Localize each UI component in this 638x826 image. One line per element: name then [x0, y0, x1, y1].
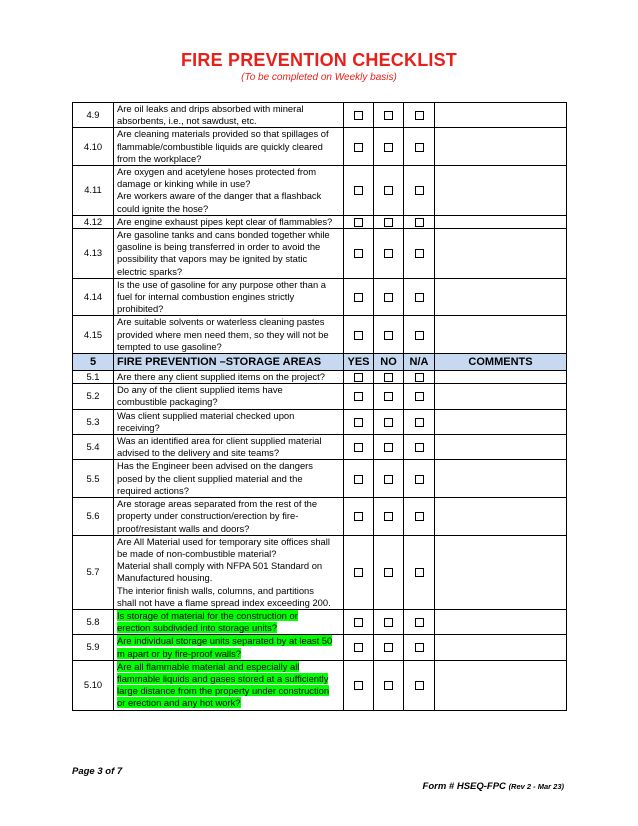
form-number: Form # HSEQ-FPC — [422, 781, 506, 792]
item-number: 5.10 — [73, 660, 114, 710]
checkbox-icon[interactable] — [415, 443, 424, 452]
item-number: 4.13 — [73, 229, 114, 279]
item-number: 5.4 — [73, 435, 114, 460]
yes-checkbox-cell — [344, 609, 374, 634]
question-text: Is the use of gasoline for any purpose other than a fuel for internal combustion engines strictly prohibited? — [117, 278, 326, 315]
na-checkbox-cell — [404, 215, 435, 228]
section-header-row — [73, 354, 567, 371]
checklist-row — [73, 215, 567, 228]
item-number: 5.2 — [73, 384, 114, 409]
checklist-row — [73, 498, 567, 536]
na-checkbox-cell — [404, 635, 435, 660]
checkbox-icon[interactable] — [415, 186, 424, 195]
no-checkbox-cell — [374, 635, 404, 660]
checklist-row — [73, 278, 567, 316]
yes-checkbox-cell — [344, 635, 374, 660]
na-checkbox-cell — [404, 535, 435, 609]
checkbox-icon[interactable] — [384, 373, 393, 382]
checkbox-icon[interactable] — [354, 111, 363, 120]
item-question — [114, 660, 344, 710]
checkbox-icon[interactable] — [354, 218, 363, 227]
item-question — [114, 384, 344, 409]
comments-cell[interactable] — [435, 128, 567, 166]
yes-checkbox-cell — [344, 535, 374, 609]
comments-cell[interactable] — [435, 609, 567, 634]
na-column-header: N/A — [404, 354, 435, 371]
checklist-row — [73, 660, 567, 710]
yes-checkbox-cell — [344, 229, 374, 279]
checkbox-icon[interactable] — [384, 218, 393, 227]
checklist-row — [73, 609, 567, 634]
checkbox-icon[interactable] — [384, 186, 393, 195]
checkbox-icon[interactable] — [415, 681, 424, 690]
checklist-row — [73, 535, 567, 609]
yes-checkbox-cell — [344, 460, 374, 498]
checkbox-icon[interactable] — [354, 373, 363, 382]
no-checkbox-cell — [374, 660, 404, 710]
checkbox-icon[interactable] — [384, 512, 393, 521]
question-text: Do any of the client supplied items have combustible packaging? — [117, 384, 283, 408]
no-checkbox-cell — [374, 409, 404, 434]
checkbox-icon[interactable] — [415, 475, 424, 484]
checkbox-icon[interactable] — [354, 643, 363, 652]
checkbox-icon[interactable] — [384, 475, 393, 484]
na-checkbox-cell — [404, 460, 435, 498]
comments-cell[interactable] — [435, 103, 567, 128]
checkbox-icon[interactable] — [384, 568, 393, 577]
checklist-row — [73, 371, 567, 384]
checkbox-icon[interactable] — [415, 568, 424, 577]
checkbox-icon[interactable] — [384, 331, 393, 340]
question-text: Are there any client supplied items on the project? — [117, 371, 325, 383]
yes-checkbox-cell — [344, 166, 374, 216]
comments-cell[interactable] — [435, 498, 567, 536]
checkbox-icon[interactable] — [354, 681, 363, 690]
form-revision: (Rev 2 - Mar 23) — [508, 782, 564, 791]
comments-cell[interactable] — [435, 535, 567, 609]
item-question — [114, 460, 344, 498]
na-checkbox-cell — [404, 166, 435, 216]
comments-cell[interactable] — [435, 460, 567, 498]
section-header — [73, 354, 567, 371]
item-number: 4.12 — [73, 215, 114, 228]
section-number: 5 — [73, 354, 114, 371]
question-text: Are engine exhaust pipes kept clear of flammables? — [117, 215, 333, 227]
checkbox-icon[interactable] — [384, 392, 393, 401]
comments-cell[interactable] — [435, 635, 567, 660]
checkbox-icon[interactable] — [354, 568, 363, 577]
comments-cell[interactable] — [435, 409, 567, 434]
item-number: 5.1 — [73, 371, 114, 384]
item-question — [114, 128, 344, 166]
na-checkbox-cell — [404, 371, 435, 384]
checkbox-icon[interactable] — [415, 643, 424, 652]
checkbox-icon[interactable] — [354, 475, 363, 484]
item-number: 4.15 — [73, 316, 114, 354]
item-number: 4.9 — [73, 103, 114, 128]
question-text: Was client supplied material checked upon receiving? — [117, 409, 295, 433]
checklist-table — [72, 102, 567, 711]
page-number: Page 3 of 7 — [72, 766, 123, 777]
no-column-header: NO — [374, 354, 404, 371]
item-question — [114, 409, 344, 434]
checklist-row — [73, 409, 567, 434]
checkbox-icon[interactable] — [415, 373, 424, 382]
checkbox-icon[interactable] — [354, 186, 363, 195]
checklist-row — [73, 435, 567, 460]
na-checkbox-cell — [404, 103, 435, 128]
question-text: Are oxygen and acetylene hoses protected from damage or kinking while in use? Are workers aware of the danger that a flashback could ignite the hose? — [117, 166, 322, 214]
item-number: 4.10 — [73, 128, 114, 166]
comments-cell[interactable] — [435, 316, 567, 354]
checkbox-icon[interactable] — [415, 331, 424, 340]
comments-cell[interactable] — [435, 371, 567, 384]
item-question — [114, 635, 344, 660]
checkbox-icon[interactable] — [384, 643, 393, 652]
checkbox-icon[interactable] — [384, 681, 393, 690]
checkbox-icon[interactable] — [415, 618, 424, 627]
yes-checkbox-cell — [344, 128, 374, 166]
checkbox-icon[interactable] — [384, 618, 393, 627]
question-text: Are individual storage units separated by at least 50 m apart or by fire-proof walls? — [117, 635, 333, 659]
no-checkbox-cell — [374, 215, 404, 228]
item-number: 5.9 — [73, 635, 114, 660]
section-title: FIRE PREVENTION –STORAGE AREAS — [114, 354, 344, 371]
checkbox-icon[interactable] — [384, 293, 393, 302]
comments-cell[interactable] — [435, 660, 567, 710]
item-question — [114, 229, 344, 279]
checkbox-icon[interactable] — [384, 143, 393, 152]
item-number: 5.8 — [73, 609, 114, 634]
question-text: Has the Engineer been advised on the dangers posed by the client supplied material and the required actions? — [117, 460, 313, 496]
checklist-row — [73, 384, 567, 409]
no-checkbox-cell — [374, 384, 404, 409]
checkbox-icon[interactable] — [354, 143, 363, 152]
item-question — [114, 435, 344, 460]
item-question — [114, 609, 344, 634]
item-number: 4.14 — [73, 278, 114, 316]
no-checkbox-cell — [374, 460, 404, 498]
yes-checkbox-cell — [344, 384, 374, 409]
comments-column-header: COMMENTS — [435, 354, 567, 371]
na-checkbox-cell — [404, 609, 435, 634]
question-text: Is storage of material for the construction or erection subdivided into storage units? — [117, 609, 298, 634]
comments-cell[interactable] — [435, 278, 567, 316]
item-number: 5.6 — [73, 498, 114, 536]
item-question — [114, 535, 344, 609]
na-checkbox-cell — [404, 498, 435, 536]
item-question — [114, 316, 344, 354]
no-checkbox-cell — [374, 229, 404, 279]
checkbox-icon[interactable] — [415, 293, 424, 302]
question-text: Are storage areas separated from the rest of the property under construction/erection by fire- proof/resistant walls and doors? — [117, 498, 318, 534]
checkbox-icon[interactable] — [354, 443, 363, 452]
question-text: Are All Material used for temporary site offices shall be made of non-combustible material? Material shall comply with NFPA 501 Standard on Manufactured housing. The interior finish walls, columns, and partitions shall not have a flame spread index exceeding 200. — [117, 535, 331, 608]
item-number: 4.11 — [73, 166, 114, 216]
comments-cell[interactable] — [435, 166, 567, 216]
na-checkbox-cell — [404, 435, 435, 460]
form-reference — [423, 781, 564, 792]
no-checkbox-cell — [374, 103, 404, 128]
no-checkbox-cell — [374, 498, 404, 536]
no-checkbox-cell — [374, 435, 404, 460]
comments-cell[interactable] — [435, 384, 567, 409]
item-question — [114, 166, 344, 216]
no-checkbox-cell — [374, 535, 404, 609]
checkbox-icon[interactable] — [384, 418, 393, 427]
checklist-row — [73, 316, 567, 354]
na-checkbox-cell — [404, 229, 435, 279]
question-text: Are cleaning materials provided so that spillages of flammable/combustible liquids are quickly cleared from the workplace? — [117, 128, 329, 164]
checklist-row — [73, 229, 567, 279]
na-checkbox-cell — [404, 316, 435, 354]
comments-cell[interactable] — [435, 229, 567, 279]
checkbox-icon[interactable] — [415, 418, 424, 427]
yes-checkbox-cell — [344, 215, 374, 228]
no-checkbox-cell — [374, 128, 404, 166]
item-number: 5.5 — [73, 460, 114, 498]
na-checkbox-cell — [404, 128, 435, 166]
question-text: Was an identified area for client supplied material advised to the delivery and site teams? — [117, 435, 322, 459]
checkbox-icon[interactable] — [415, 111, 424, 120]
item-question — [114, 371, 344, 384]
checklist-row — [73, 103, 567, 128]
na-checkbox-cell — [404, 384, 435, 409]
no-checkbox-cell — [374, 609, 404, 634]
question-text: Are suitable solvents or waterless cleaning pastes provided where men need them, so they will not be tempted to use gasoline? — [117, 316, 329, 352]
checkbox-icon[interactable] — [354, 512, 363, 521]
checklist-rows-part1 — [73, 103, 567, 354]
item-number: 5.7 — [73, 535, 114, 609]
checkbox-icon[interactable] — [384, 111, 393, 120]
question-text: Are gasoline tanks and cans bonded together while gasoline is being transferred in order to avoid the possibility that vapors may be ignited by static electric sparks? — [117, 229, 330, 277]
yes-column-header: YES — [344, 354, 374, 371]
item-question — [114, 103, 344, 128]
checkbox-icon[interactable] — [354, 618, 363, 627]
checkbox-icon[interactable] — [354, 392, 363, 401]
yes-checkbox-cell — [344, 435, 374, 460]
yes-checkbox-cell — [344, 371, 374, 384]
page-title: FIRE PREVENTION CHECKLIST — [180, 50, 458, 70]
yes-checkbox-cell — [344, 316, 374, 354]
checklist-row — [73, 460, 567, 498]
checklist-row — [73, 128, 567, 166]
checkbox-icon[interactable] — [384, 443, 393, 452]
item-question — [114, 278, 344, 316]
checkbox-icon[interactable] — [354, 293, 363, 302]
checkbox-icon[interactable] — [354, 418, 363, 427]
checkbox-icon[interactable] — [354, 249, 363, 258]
no-checkbox-cell — [374, 166, 404, 216]
no-checkbox-cell — [374, 316, 404, 354]
checklist-row — [73, 166, 567, 216]
na-checkbox-cell — [404, 409, 435, 434]
question-text: Are oil leaks and drips absorbed with mineral absorbents, i.e., not sawdust, etc. — [117, 103, 304, 127]
checkbox-icon[interactable] — [415, 512, 424, 521]
yes-checkbox-cell — [344, 103, 374, 128]
checklist-rows-part2 — [73, 371, 567, 710]
question-text: Are all flammable material and especially all flammable liquids and gases stored at a sufficiently large distance from the property under construction or erection and any hot work? — [117, 660, 330, 709]
yes-checkbox-cell — [344, 278, 374, 316]
item-question — [114, 215, 344, 228]
checkbox-icon[interactable] — [415, 392, 424, 401]
page-subtitle: (To be completed on Weekly basis) — [241, 72, 397, 83]
no-checkbox-cell — [374, 371, 404, 384]
na-checkbox-cell — [404, 278, 435, 316]
checkbox-icon[interactable] — [415, 218, 424, 227]
yes-checkbox-cell — [344, 409, 374, 434]
item-number: 5.3 — [73, 409, 114, 434]
item-question — [114, 498, 344, 536]
checkbox-icon[interactable] — [354, 331, 363, 340]
no-checkbox-cell — [374, 278, 404, 316]
na-checkbox-cell — [404, 660, 435, 710]
checkbox-icon[interactable] — [415, 249, 424, 258]
checkbox-icon[interactable] — [415, 143, 424, 152]
yes-checkbox-cell — [344, 498, 374, 536]
checklist-row — [73, 635, 567, 660]
checkbox-icon[interactable] — [384, 249, 393, 258]
yes-checkbox-cell — [344, 660, 374, 710]
comments-cell[interactable] — [435, 215, 567, 228]
comments-cell[interactable] — [435, 435, 567, 460]
